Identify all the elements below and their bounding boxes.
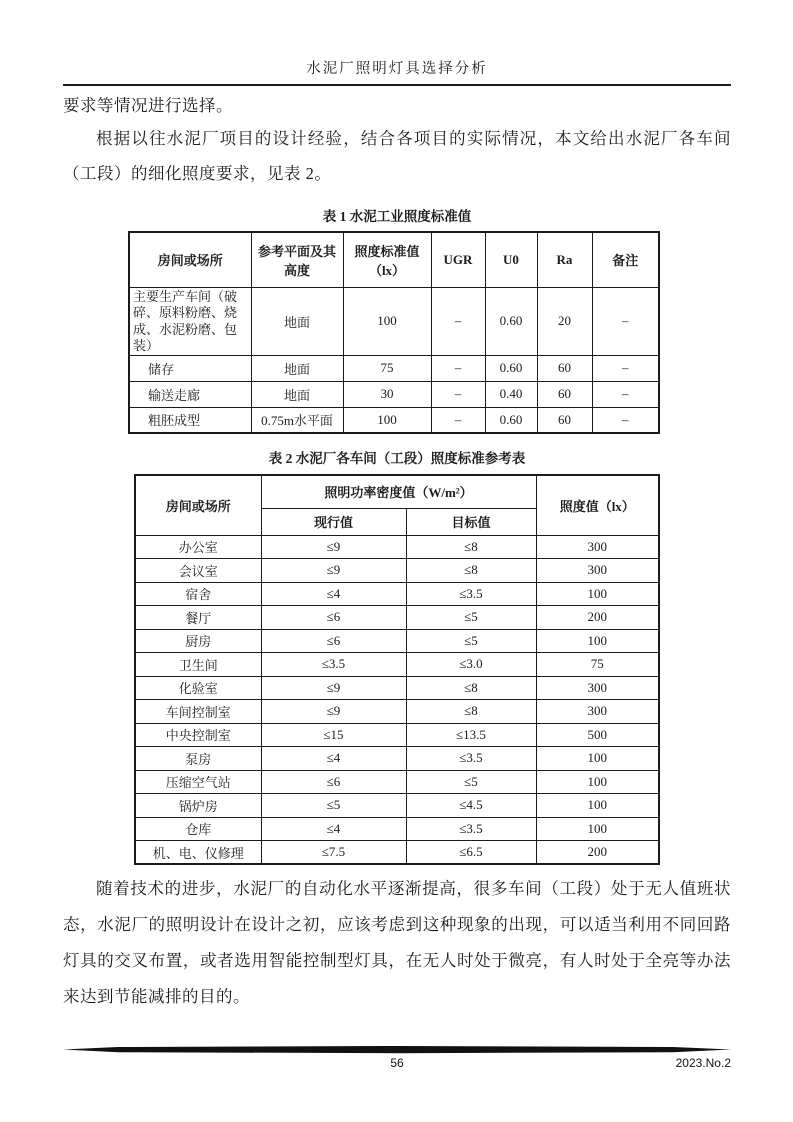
t2-cell-current: ≤6 — [261, 629, 406, 653]
t2-cell-target: ≤3.5 — [406, 582, 536, 606]
t2-cell-room: 机、电、仪修理 — [135, 841, 261, 865]
t1-cell-u0: 0.60 — [485, 407, 537, 433]
t2-cell-current: ≤9 — [261, 676, 406, 700]
t2-cell-room: 车间控制室 — [135, 700, 261, 724]
t1-cell-lux: 100 — [343, 287, 431, 355]
t2-cell-target: ≤8 — [406, 700, 536, 724]
t2-cell-target: ≤8 — [406, 559, 536, 583]
t2-cell-lux: 300 — [536, 559, 659, 583]
table1-caption: 表 1 水泥工业照度标准值 — [322, 209, 472, 224]
t1-cell-plane: 地面 — [251, 381, 343, 407]
table2-row-workshop-control-room — [135, 700, 659, 724]
table2-caption: 表 2 水泥厂各车间（工段）照度标准参考表 — [268, 451, 526, 466]
t2-cell-lux: 100 — [536, 582, 659, 606]
t1-cell-ra: 60 — [537, 355, 592, 381]
t2-cell-current: ≤9 — [261, 700, 406, 724]
table2-row-dormitory — [135, 582, 659, 606]
t2-header-illuminance: 照度值（lx） — [536, 475, 659, 535]
table2-row-meeting-room — [135, 559, 659, 583]
t2-cell-target: ≤6.5 — [406, 841, 536, 865]
t2-cell-current: ≤4 — [261, 817, 406, 841]
table2-row-mech-elec-instrument-repair — [135, 841, 659, 865]
paragraph-3: 随着技术的进步，水泥厂的自动化水平逐渐提高，很多车间（工段）处于无人值班状态，水泥厂的照明设计在设计之初，应该考虑到这种现象的出现，可以适当利用不同回路灯具的交叉布置，或者选用智能控制型灯具，在无人时处于微亮，有人时处于全亮等办法来达到节能减排的目的。 — [63, 879, 731, 1006]
t1-header-remark: 备注 — [592, 232, 659, 287]
table2-row-compressed-air-station — [135, 770, 659, 794]
table2-row-kitchen — [135, 629, 659, 653]
table1-header-row — [129, 232, 659, 287]
page-title: 水泥厂照明灯具选择分析 — [306, 61, 488, 77]
t1-cell-plane: 地面 — [251, 355, 343, 381]
t2-header-lpd-group: 照明功率密度值（W/m²） — [261, 475, 536, 508]
t1-cell-lux: 30 — [343, 381, 431, 407]
t2-cell-target: ≤8 — [406, 535, 536, 559]
t2-cell-room: 中央控制室 — [135, 723, 261, 747]
page-footer — [63, 1056, 731, 1074]
t1-cell-ugr: – — [431, 407, 485, 433]
t1-cell-ugr: – — [431, 287, 485, 355]
t2-cell-room: 会议室 — [135, 559, 261, 583]
t2-cell-current: ≤6 — [261, 770, 406, 794]
t2-cell-target: ≤3.0 — [406, 653, 536, 677]
t2-cell-lux: 75 — [536, 653, 659, 677]
t2-header-room: 房间或场所 — [135, 475, 261, 535]
t2-cell-current: ≤3.5 — [261, 653, 406, 677]
t2-cell-lux: 100 — [536, 770, 659, 794]
t1-cell-lux: 75 — [343, 355, 431, 381]
table2-row-pump-house — [135, 747, 659, 771]
t1-header-ra: Ra — [537, 232, 592, 287]
table1-row-rough-forming — [129, 407, 659, 433]
table2-row-warehouse — [135, 817, 659, 841]
t2-header-current: 现行值 — [261, 508, 406, 535]
t2-cell-target: ≤8 — [406, 676, 536, 700]
t2-cell-room: 化验室 — [135, 676, 261, 700]
t1-header-reference-plane: 参考平面及其高度 — [251, 232, 343, 287]
t2-cell-current: ≤9 — [261, 559, 406, 583]
t2-cell-room: 锅炉房 — [135, 794, 261, 818]
t2-cell-room: 办公室 — [135, 535, 261, 559]
t2-cell-lux: 100 — [536, 794, 659, 818]
table2-row-laboratory — [135, 676, 659, 700]
t2-cell-lux: 300 — [536, 535, 659, 559]
t2-cell-lux: 100 — [536, 817, 659, 841]
t2-cell-current: ≤15 — [261, 723, 406, 747]
t1-header-u0: U0 — [485, 232, 537, 287]
t1-cell-plane: 地面 — [251, 287, 343, 355]
t1-cell-ugr: – — [431, 355, 485, 381]
t1-cell-remark: – — [592, 355, 659, 381]
t2-cell-room: 泵房 — [135, 747, 261, 771]
t2-cell-room: 宿舍 — [135, 582, 261, 606]
table1-row-conveyor-corridor — [129, 381, 659, 407]
t2-cell-room: 厨房 — [135, 629, 261, 653]
table2-header-row-1 — [135, 475, 659, 508]
t2-cell-lux: 100 — [536, 747, 659, 771]
t2-cell-target: ≤3.5 — [406, 747, 536, 771]
t2-cell-room: 压缩空气站 — [135, 770, 261, 794]
table2-row-office — [135, 535, 659, 559]
page-header — [63, 57, 731, 86]
t2-cell-target: ≤5 — [406, 606, 536, 630]
t2-cell-current: ≤7.5 — [261, 841, 406, 865]
t1-header-illuminance-standard: 照度标准值（lx） — [343, 232, 431, 287]
t2-cell-room: 仓库 — [135, 817, 261, 841]
t1-cell-ra: 20 — [537, 287, 592, 355]
paragraph-1: 要求等情况进行选择。 — [63, 96, 233, 115]
t1-cell-u0: 0.40 — [485, 381, 537, 407]
issue-label: 2023.No.2 — [675, 1056, 731, 1070]
t1-cell-remark: – — [592, 381, 659, 407]
table2-row-boiler-room — [135, 794, 659, 818]
t2-cell-lux: 300 — [536, 676, 659, 700]
t1-cell-room: 储存 — [129, 355, 251, 381]
t2-cell-room: 卫生间 — [135, 653, 261, 677]
t2-cell-lux: 300 — [536, 700, 659, 724]
t2-cell-target: ≤3.5 — [406, 817, 536, 841]
t1-cell-ra: 60 — [537, 381, 592, 407]
t2-cell-current: ≤4 — [261, 582, 406, 606]
t2-cell-lux: 200 — [536, 606, 659, 630]
table1-row-main-workshop — [129, 287, 659, 355]
table2-row-restroom — [135, 653, 659, 677]
paragraph-2: 根据以往水泥厂项目的设计经验，结合各项目的实际情况，本文给出水泥厂各车间（工段）的细化照度要求，见表 2。 — [63, 129, 731, 183]
table1-row-storage — [129, 355, 659, 381]
t1-cell-remark: – — [592, 287, 659, 355]
t2-header-target: 目标值 — [406, 508, 536, 535]
t2-cell-target: ≤13.5 — [406, 723, 536, 747]
t1-cell-room: 粗胚成型 — [129, 407, 251, 433]
t2-cell-current: ≤4 — [261, 747, 406, 771]
table2-lpd-reference — [134, 474, 660, 865]
t1-cell-u0: 0.60 — [485, 287, 537, 355]
t1-header-room: 房间或场所 — [129, 232, 251, 287]
footer-rule — [63, 1046, 731, 1054]
t2-cell-lux: 200 — [536, 841, 659, 865]
t2-cell-room: 餐厅 — [135, 606, 261, 630]
page-number: 56 — [390, 1056, 404, 1070]
t1-cell-plane: 0.75m水平面 — [251, 407, 343, 433]
t2-cell-target: ≤4.5 — [406, 794, 536, 818]
table2-row-central-control-room — [135, 723, 659, 747]
t1-cell-lux: 100 — [343, 407, 431, 433]
t1-header-ugr: UGR — [431, 232, 485, 287]
t2-cell-current: ≤6 — [261, 606, 406, 630]
t2-cell-current: ≤5 — [261, 794, 406, 818]
t2-cell-current: ≤9 — [261, 535, 406, 559]
t2-cell-target: ≤5 — [406, 770, 536, 794]
table1-illuminance-standards — [128, 231, 660, 434]
t2-cell-lux: 500 — [536, 723, 659, 747]
t1-cell-room: 输送走廊 — [129, 381, 251, 407]
t1-cell-room-text: 主要生产车间（破碎、原料粉磨、烧成、水泥粉磨、包装） — [133, 288, 238, 353]
t1-cell-room — [129, 287, 251, 355]
t1-cell-u0: 0.60 — [485, 355, 537, 381]
t1-cell-remark: – — [592, 407, 659, 433]
t1-cell-ra: 60 — [537, 407, 592, 433]
t2-cell-target: ≤5 — [406, 629, 536, 653]
table2-row-dining-hall — [135, 606, 659, 630]
t2-cell-lux: 100 — [536, 629, 659, 653]
t1-cell-ugr: – — [431, 381, 485, 407]
